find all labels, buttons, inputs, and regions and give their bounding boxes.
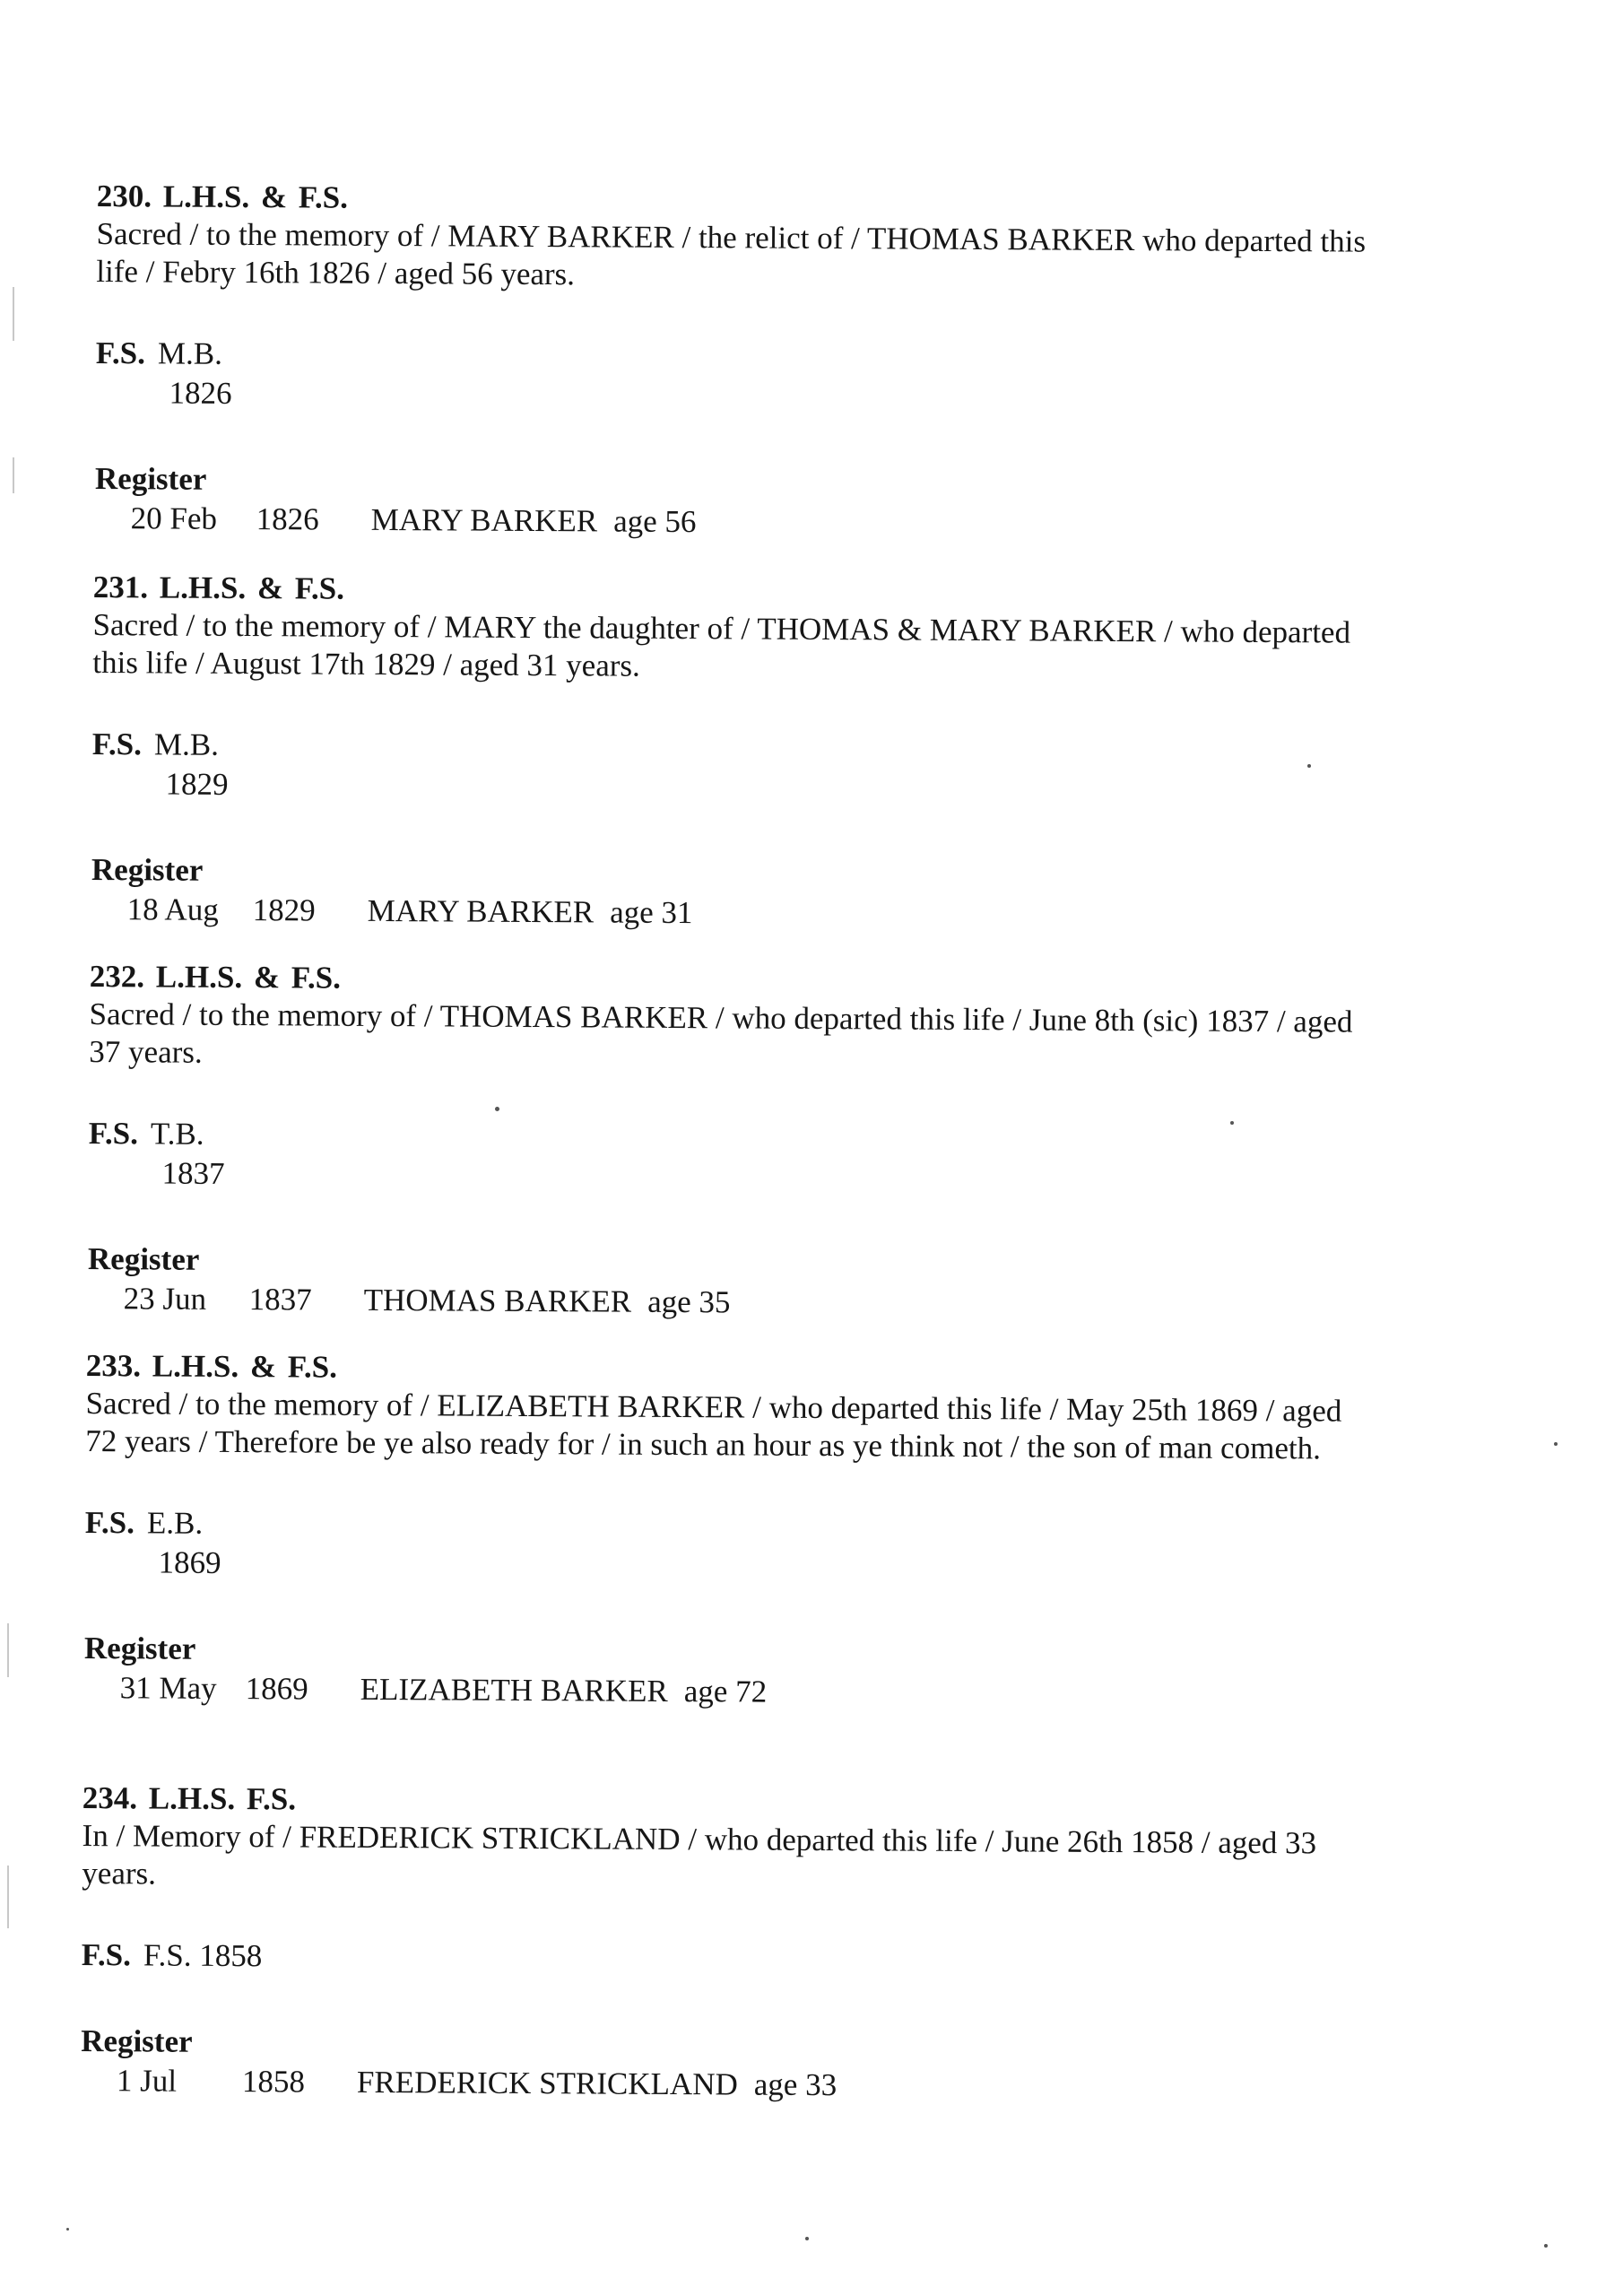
scan-speck — [1307, 764, 1311, 768]
register-label: Register — [91, 851, 204, 888]
scan-edge-mark — [13, 457, 14, 493]
scan-speck — [805, 2237, 809, 2240]
register-name: ELIZABETH BARKER — [360, 1671, 668, 1709]
footstone-year: 1869 — [158, 1544, 221, 1580]
footstone-label: F.S. — [84, 1504, 135, 1541]
register-date: 18 Aug — [126, 891, 219, 927]
footstone-year: 1826 — [169, 375, 232, 411]
register-year: 1826 — [256, 501, 319, 537]
scan-speck — [495, 1107, 499, 1111]
register-age: age 35 — [647, 1283, 731, 1320]
register-name: MARY BARKER — [370, 501, 598, 539]
footstone-initials: M.B. — [153, 726, 220, 762]
entry-230 — [95, 178, 1370, 546]
register-row — [95, 499, 1368, 546]
register-name: THOMAS BARKER — [363, 1282, 632, 1319]
footstone-year: 1829 — [165, 766, 229, 802]
footstone-block — [84, 1503, 1358, 1590]
entry-233 — [84, 1347, 1359, 1716]
register-name: MARY BARKER — [367, 892, 595, 930]
register-age: age 72 — [683, 1674, 768, 1709]
entry-heading: 233. L.H.S. & F.S. — [85, 1348, 338, 1385]
entry-inscription: In / Memory of / FREDERICK STRICKLAND / who departed this life / June 26th 1858 / aged 33 years. — [82, 1817, 1317, 1892]
footstone-year: 1837 — [161, 1155, 225, 1191]
footstone-initials: F.S. 1858 — [143, 1937, 263, 1974]
register-label: Register — [87, 1240, 200, 1277]
register-date: 23 Jun — [123, 1281, 207, 1317]
entry-234 — [81, 1779, 1356, 2109]
footstone-block — [88, 1114, 1362, 1201]
footstone-label: F.S. — [91, 726, 143, 762]
entry-heading: 231. L.H.S. & F.S. — [92, 570, 345, 606]
footstone-label: F.S. — [81, 1936, 132, 1973]
register-label: Register — [94, 460, 207, 497]
register-name: FREDERICK STRICKLAND — [356, 2064, 738, 2102]
register-year: 1869 — [245, 1671, 308, 1707]
footstone-block — [91, 725, 1366, 812]
scan-edge-mark — [7, 1623, 9, 1677]
register-row — [84, 1668, 1358, 1716]
entry-inscription: Sacred / to the memory of / MARY BARKER / the relict of / THOMAS BARKER who departed this life / Febry 16th 1826 / aged 56 years. — [96, 215, 1367, 292]
entry-inscription: Sacred / to the memory of / ELIZABETH BARKER / who departed this life / May 25th 1869 / aged 72 years / Therefore be ye also ready for / in such an hour as ye think not / the son of man cometh. — [85, 1385, 1342, 1466]
register-label: Register — [83, 1630, 196, 1666]
register-row — [81, 2061, 1354, 2109]
footstone-block — [95, 334, 1369, 421]
footstone-initials: E.B. — [146, 1505, 204, 1541]
scan-speck — [1544, 2244, 1548, 2248]
register-block — [88, 1239, 1362, 1326]
register-age: age 33 — [753, 2066, 838, 2103]
register-block — [81, 2022, 1355, 2109]
scan-speck — [66, 2228, 69, 2231]
scan-speck — [1230, 1121, 1234, 1125]
entry-heading: 234. L.H.S. F.S. — [82, 1780, 297, 1817]
footstone-initials: M.B. — [157, 335, 223, 371]
register-block — [84, 1629, 1358, 1716]
scan-edge-mark — [7, 1866, 9, 1928]
register-row — [88, 1279, 1361, 1326]
register-label: Register — [81, 2022, 193, 2059]
scan-speck — [1554, 1442, 1558, 1446]
entry-232 — [88, 958, 1363, 1326]
register-date: 1 Jul — [116, 2063, 178, 2099]
entry-heading: 230. L.H.S. & F.S. — [96, 178, 349, 215]
register-year: 1829 — [252, 892, 316, 928]
register-age: age 31 — [610, 894, 693, 931]
scan-edge-mark — [13, 287, 14, 341]
entry-heading: 232. L.H.S. & F.S. — [89, 959, 342, 996]
footstone-label: F.S. — [95, 335, 146, 371]
entry-inscription: Sacred / to the memory of / THOMAS BARKER / who departed this life / June 8th (sic) 1837 / aged 37 years. — [89, 996, 1353, 1070]
footstone-block — [82, 1935, 1355, 1983]
register-year: 1858 — [241, 2064, 306, 2100]
footstone-initials: T.B. — [150, 1116, 204, 1152]
register-year: 1837 — [248, 1282, 312, 1318]
entry-231 — [91, 569, 1367, 937]
register-block — [95, 459, 1369, 546]
entry-inscription: Sacred / to the memory of / MARY the daughter of / THOMAS & MARY BARKER / who departed this life / August 17th 1829 / aged 31 years. — [92, 606, 1351, 683]
register-date: 31 May — [119, 1670, 217, 1706]
footstone-label: F.S. — [88, 1115, 139, 1152]
register-block — [91, 850, 1366, 937]
register-row — [91, 890, 1365, 937]
register-age: age 56 — [613, 503, 697, 540]
register-date: 20 Feb — [130, 500, 218, 536]
